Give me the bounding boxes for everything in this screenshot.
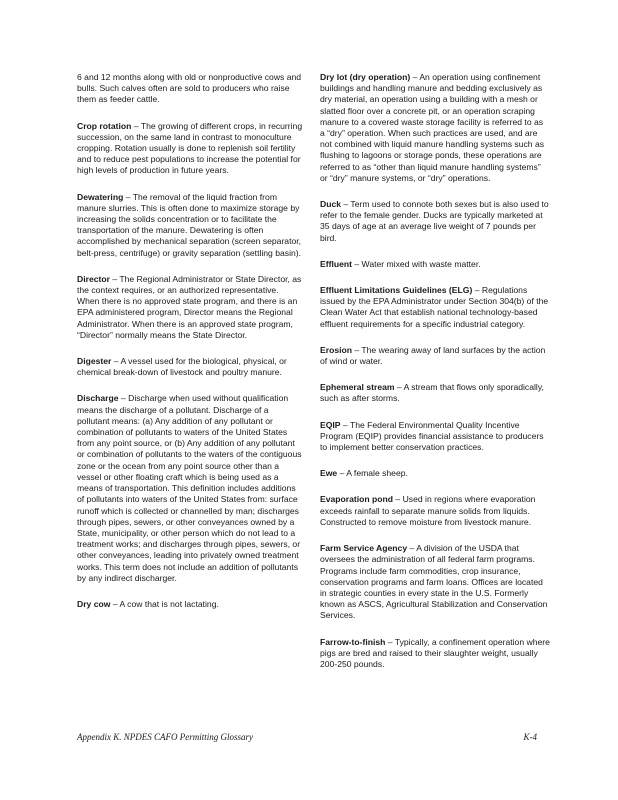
glossary-term: Effluent Limitations Guidelines (ELG) bbox=[320, 285, 473, 296]
glossary-term: Evaporation pond bbox=[320, 494, 394, 505]
glossary-definition: – The Regional Administrator or State Director, as the context requires, or an authorized representative. When there is no approved state program, and there is an EPA administered program, Director means the Regional Administrator. When there is an approved state program, “Director” normally means the State Director. bbox=[77, 273, 302, 340]
glossary-definition: – A vessel used for the biological, physical, or chemical break-down of livestock and poultry manure. bbox=[77, 356, 287, 378]
glossary-definition: – An operation using confinement buildings and handling manure and bedding exclusively as dry material, an operation using a building with a mesh or slatted floor over a concrete pit, or an operation scraping manure to a covered waste storage facility is referred to as a “dry” operation. When such practices are used, and are not combined with liquid manure handling systems such as flushing to lagoons or storage ponds, these operations are referred to as “other than liquid manure handling systems” or “dry” manure systems, or “dry” operations. bbox=[320, 72, 545, 183]
glossary-term: Effluent bbox=[320, 258, 352, 269]
glossary-definition: – A division of the USDA that oversees the administration of all federal farm programs. Programs include farm commodities, crop insurance, conservation programs and farm loans. Offices are located in strategic counties in every state in the U.S. Formerly known as ASCS, Agricultural Stabilization and Conservation Services. bbox=[320, 543, 548, 621]
glossary-term: Farrow-to-finish bbox=[320, 636, 386, 647]
glossary-definition: – Typically, a confinement operation where pigs are bred and raised to their slaughter weight, usually 200-250 pounds. bbox=[320, 636, 550, 669]
glossary-definition: – Water mixed with waste matter. bbox=[351, 258, 481, 269]
glossary-entry bbox=[320, 420, 550, 454]
glossary-term: Dewatering bbox=[77, 191, 124, 202]
glossary-entry bbox=[320, 468, 550, 479]
footer-title: Appendix K. NPDES CAFO Permitting Glossary bbox=[77, 732, 253, 742]
glossary-definition: – A stream that flows only sporadically, such as after storms. bbox=[320, 382, 544, 404]
glossary-entry bbox=[77, 599, 303, 610]
glossary-entry bbox=[320, 285, 550, 330]
glossary-term: Digester bbox=[77, 356, 112, 367]
right-column bbox=[320, 72, 550, 685]
glossary-entry bbox=[320, 345, 550, 367]
glossary-term: Ephemeral stream bbox=[320, 382, 395, 393]
glossary-term: Dry cow bbox=[77, 598, 111, 609]
glossary-term: Dry lot (dry operation) bbox=[320, 72, 411, 82]
glossary-term: Discharge bbox=[77, 393, 119, 404]
glossary-entry bbox=[320, 382, 550, 404]
glossary-entry bbox=[77, 121, 303, 177]
glossary-term: Ewe bbox=[320, 468, 338, 479]
glossary-term: Erosion bbox=[320, 344, 352, 355]
glossary-entry bbox=[77, 356, 303, 378]
glossary-definition: – Regulations issued by the EPA Administrator under Section 304(b) of the Clean Water Act that establish national technology-based effluent requirements for a specific industrial category. bbox=[320, 285, 549, 329]
left-column bbox=[77, 72, 303, 625]
glossary-definition: – The removal of the liquid fraction from manure slurries. This is often done to maximize storage by increasing the solids concentration or to facilitate the transportation of the manure. Dewatering is often accomplished by mechanical separation (screen separator, belt-press, centrifuge) or gravity separation (settling basin). bbox=[77, 191, 302, 258]
glossary-definition: – Term used to connote both sexes but is also used to refer to the female gender. Ducks are typically marketed at 35 days of age at an average live weight of 7 pounds per bird. bbox=[320, 199, 549, 243]
glossary-entry bbox=[320, 199, 550, 244]
glossary-definition: – A female sheep. bbox=[337, 468, 408, 479]
glossary-definition: – A cow that is not lactating. bbox=[110, 598, 219, 609]
glossary-term: Farm Service Agency bbox=[320, 543, 408, 554]
glossary-definition: – Used in regions where evaporation exceeds rainfall to separate manure solids from liquids. Constructed to remove moisture from livestock manure. bbox=[320, 494, 536, 527]
glossary-term: Director bbox=[77, 273, 110, 284]
glossary-entry bbox=[77, 274, 303, 341]
glossary-entry bbox=[320, 72, 550, 184]
glossary-entry bbox=[320, 494, 550, 528]
glossary-term: Duck bbox=[320, 199, 342, 210]
glossary-term: Crop rotation bbox=[77, 120, 132, 131]
glossary-definition: – The wearing away of land surfaces by the action of wind or water. bbox=[320, 344, 546, 367]
glossary-entry bbox=[320, 637, 550, 671]
glossary-entry bbox=[77, 393, 303, 583]
page-number: K-4 bbox=[523, 732, 537, 742]
glossary-term: EQIP bbox=[320, 419, 341, 430]
glossary-entry bbox=[320, 259, 550, 270]
glossary-definition: – Discharge when used without qualification means the discharge of a pollutant. Discharge of a pollutant means: (a) Any addition of any pollutant or combination of pollutants to waters of the United States from any point source, or (b) Any addition of any pollutant or combination of pollutants to the waters of the contiguous zone or the ocean from any point source other than a vessel or other floating craft which is being used as a means of transportation. This definition includes additions of pollutants into waters of the United States from: surface runoff which is collected or channelled by man; discharges through pipes, sewers, or other conveyances owned by a State, municipality, or other person which do not lead to a treatment works; and discharges through pipes, sewers, or other conveyances, leading into privately owned treatment works. This term does not include an addition of pollutants by any indirect discharger. bbox=[77, 393, 302, 583]
glossary-entry bbox=[77, 192, 303, 259]
continued-text: 6 and 12 months along with old or nonproductive cows and bulls. Such calves often are sold to producers who raise them as feeder cattle. bbox=[77, 72, 302, 105]
glossary-definition: – The Federal Environmental Quality Incentive Program (EQIP) provides financial assistance to producers to implement better conservation practices. bbox=[320, 419, 544, 453]
glossary-entry bbox=[320, 543, 550, 621]
glossary-definition: – The growing of different crops, in recurring succession, on the same land in contrast to monoculture cropping. Rotation usually is done to replenish soil fertility and to reduce pest populations to increase the potential for high levels of production in future years. bbox=[77, 120, 303, 176]
